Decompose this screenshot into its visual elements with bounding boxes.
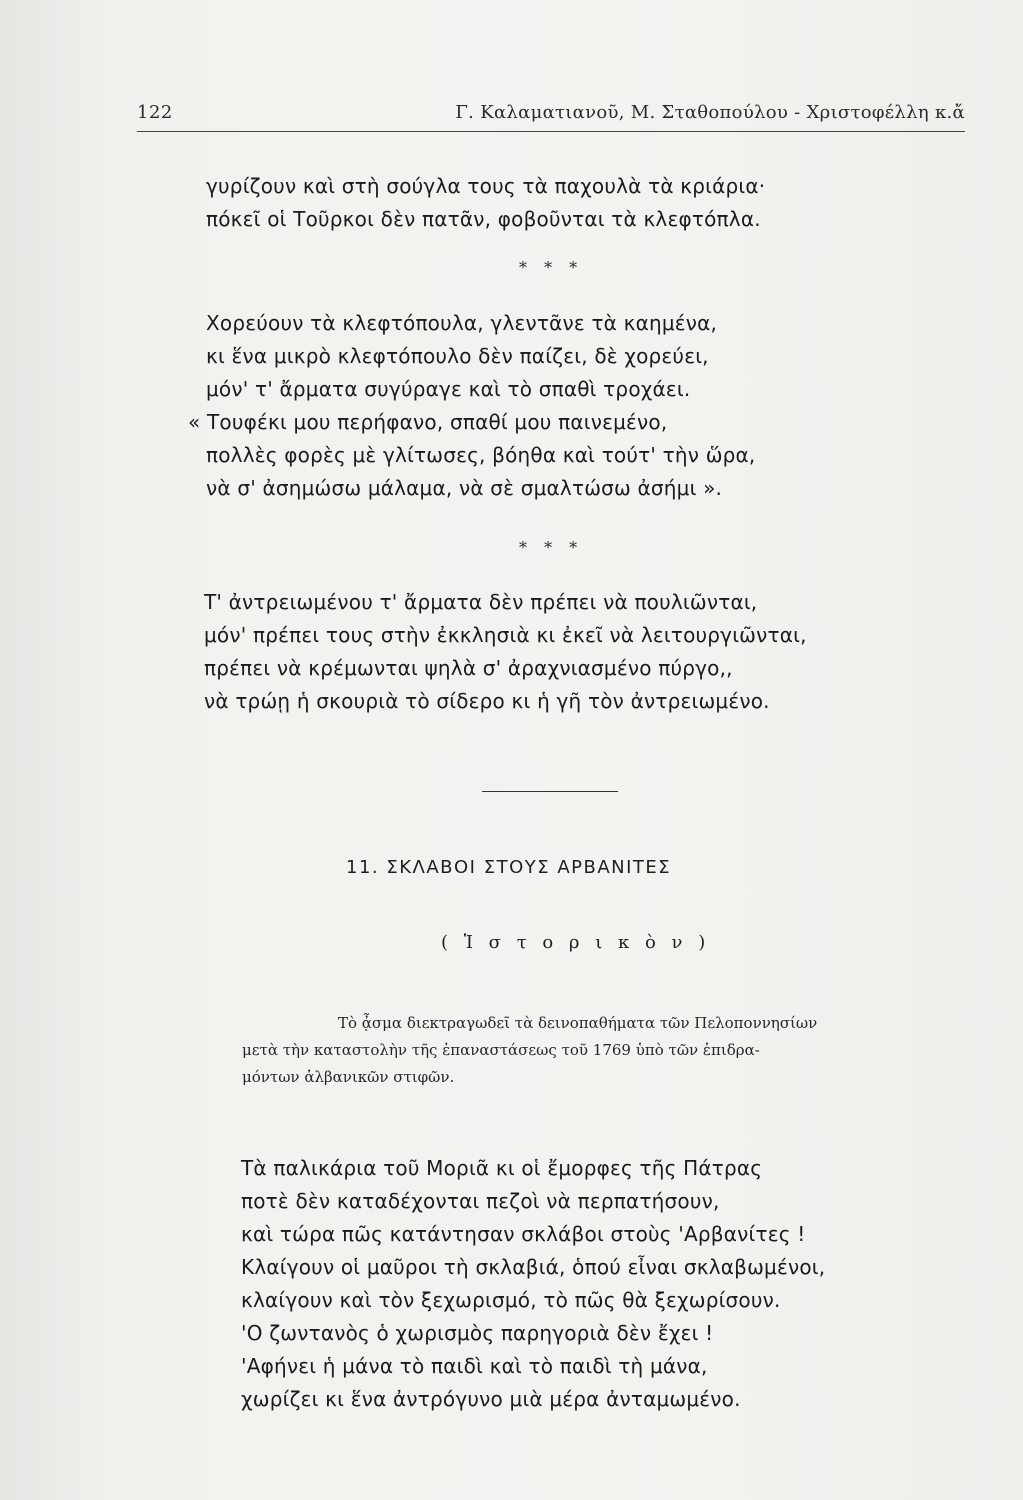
verse-line: « Τουφέκι μου περήφανο, σπαθί μου παινεμένο, <box>188 410 668 434</box>
stanza-4 <box>241 1152 825 1416</box>
verse-line: 'Ο ζωντανὸς ὁ χωρισμὸς παρηγοριὰ δὲν ἔχει ! <box>241 1321 714 1345</box>
verse-line: κλαίγουν καὶ τὸν ξεχωρισμό, τὸ πῶς θὰ ξεχωρίσουν. <box>241 1288 781 1312</box>
note-line: μόντων ἀλβανικῶν στιφῶν. <box>242 1068 455 1086</box>
section-subtitle: ( Ἱ σ τ ο ρ ι κ ὸ ν ) <box>441 932 711 953</box>
running-title: Γ. Καλαματιανοῦ, Μ. Σταθοπούλου - Χριστοφέλλη κ.ἄ <box>455 102 965 123</box>
verse-line: μόν' τ' ἄρματα συγύραγε καὶ τὸ σπαθὶ τροχάει. <box>206 377 691 401</box>
stanza-1 <box>206 170 765 236</box>
stanza-2 <box>188 307 756 505</box>
header-rule <box>137 131 965 132</box>
note-line: μετὰ τὴν καταστολὴν τῆς ἐπαναστάσεως τοῦ 1769 ὑπὸ τῶν ἐπιδρα- <box>242 1041 760 1059</box>
verse-line: πρέπει νὰ κρέμωνται ψηλὰ σ' ἀραχνιασμένο πύργο,, <box>204 656 733 680</box>
verse-line: κι ἕνα μικρὸ κλεφτόπουλο δὲν παίζει, δὲ χορεύει, <box>206 344 709 368</box>
verse-line: γυρίζουν καὶ στὴ σούγλα τους τὰ παχουλὰ τὰ κριάρια· <box>206 174 766 198</box>
historical-note <box>242 1010 982 1091</box>
verse-line: 'Αφήνει ἡ μάνα τὸ παιδὶ καὶ τὸ παιδὶ τὴ μάνα, <box>241 1354 708 1378</box>
stanza-separator: * * * <box>519 538 584 557</box>
verse-line: χωρίζει κι ἕνα ἀντρόγυνο μιὰ μέρα ἀνταμωμένο. <box>241 1387 741 1411</box>
verse-line: μόν' πρέπει τους στὴν ἐκκλησιὰ κι ἐκεῖ νὰ λειτουργιῶνται, <box>204 623 807 647</box>
verse-line: πόκεῖ οἱ Τοῦρκοι δὲν πατᾶν, φοβοῦνται τὰ κλεφτόπλα. <box>206 207 761 231</box>
note-line: Τὸ ᾆσμα διεκτραγωδεῖ τὰ δεινοπαθήματα τῶν Πελοποννησίων <box>338 1014 818 1032</box>
page-header <box>137 98 965 138</box>
verse-line: Τὰ παλικάρια τοῦ Μοριᾶ κι οἱ ἔμορφες τῆς Πάτρας <box>241 1156 763 1180</box>
page-number: 122 <box>137 102 173 123</box>
verse-line: καὶ τώρα πῶς κατάντησαν σκλάβοι στοὺς 'Αρβανίτες ! <box>241 1222 806 1246</box>
verse-line: πολλὲς φορὲς μὲ γλίτωσες, βόηθα καὶ τούτ' τὴν ὥρα, <box>206 443 756 467</box>
verse-line: ποτὲ δὲν καταδέχονται πεζοὶ νὰ περπατήσουν, <box>241 1189 720 1213</box>
section-divider <box>482 791 618 792</box>
verse-line: Τ' ἀντρειωμένου τ' ἄρματα δὲν πρέπει νὰ πουλιῶνται, <box>204 590 758 614</box>
verse-line: νὰ σ' ἀσημώσω μάλαμα, νὰ σὲ σμαλτώσω ἀσήμι ». <box>206 476 723 500</box>
verse-line: Κλαίγουν οἱ μαῦροι τὴ σκλαβιά, ὁπού εἶναι σκλαβωμένοι, <box>241 1255 826 1279</box>
stanza-separator: * * * <box>519 258 584 277</box>
verse-line: Χορεύουν τὰ κλεφτόπουλα, γλεντᾶνε τὰ καημένα, <box>206 311 718 335</box>
verse-line: νὰ τρώῃ ἡ σκουριὰ τὸ σίδερο κι ἡ γῆ τὸν ἀντρειωμένο. <box>204 689 770 713</box>
stanza-3 <box>204 586 807 718</box>
section-title: 11. ΣΚΛΑΒΟΙ ΣΤΟΥΣ ΑΡΒΑΝΙΤΕΣ <box>346 857 672 878</box>
